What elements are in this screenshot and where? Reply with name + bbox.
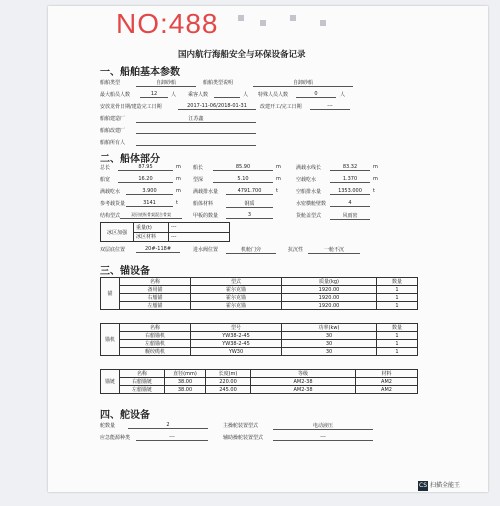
section-heading-rudder: 四、舵设备 (100, 410, 150, 421)
label: 结构型式 (100, 213, 121, 219)
ice-strengthening-table (100, 222, 230, 242)
cell: 30 (282, 340, 377, 348)
cell: 1 (377, 286, 418, 294)
redacted-mark (290, 15, 296, 21)
unit: m (176, 164, 181, 170)
table-header: 功率(kw) (282, 324, 377, 332)
ice-row-label: 重量(t) (134, 223, 169, 233)
document-page (48, 6, 488, 492)
cell: 30 (282, 348, 377, 356)
ice-row-value: --- (169, 223, 230, 233)
value: 自卸砂船 (253, 79, 353, 87)
table-header: 长度(m) (206, 370, 251, 378)
table-header: 直径(mm) (165, 370, 206, 378)
table-row (101, 340, 418, 348)
cell: 245.00 (206, 386, 251, 394)
cell: AM2-38 (251, 386, 356, 394)
table-header: 等级 (251, 370, 356, 378)
label: 特殊人员人数 (258, 92, 289, 98)
cell: 38.00 (165, 386, 206, 394)
label: 船舶建造厂 (100, 116, 126, 122)
unit: 人 (243, 92, 249, 98)
section-heading-anchor: 三、锚设备 (100, 266, 150, 277)
value (214, 91, 240, 98)
table-row (101, 348, 418, 356)
label: 参考载货量 (100, 201, 126, 207)
label: 空载吃水 (296, 177, 317, 183)
camscanner-icon: CS (419, 481, 427, 489)
value: 1.370 (330, 176, 370, 183)
unit: t (176, 200, 178, 206)
table-row (101, 286, 418, 294)
value: 85.90 (213, 164, 273, 171)
table-header: 名称 (120, 324, 191, 332)
value: --- (310, 103, 350, 110)
anchor-label: 锚 (101, 278, 120, 310)
redacted-mark (320, 20, 326, 26)
label: 总长 (100, 165, 111, 171)
value: 2 (128, 422, 208, 429)
cell: 38.00 (165, 378, 206, 386)
value: 1353.000 (330, 188, 370, 195)
section-heading-hull: 二、船体部分 (100, 154, 160, 165)
cell: 霍尔克锚 (191, 294, 282, 302)
value: 钢质 (226, 200, 273, 208)
value: --- (136, 434, 208, 441)
value (136, 139, 256, 146)
cell: 1 (377, 340, 418, 348)
cell: AM2 (356, 378, 418, 386)
document-number-stamp: NO:488 (116, 8, 219, 39)
value: 16.20 (118, 176, 173, 183)
table-header: 名称 (120, 370, 165, 378)
label: 最大船员人数 (100, 92, 131, 98)
anchor-chain-table (100, 369, 418, 394)
value: 20#-118# (136, 246, 180, 253)
label: 船舶所有人 (100, 140, 126, 146)
ice-row-label: 冰区材料 (134, 232, 169, 242)
cell: 1 (377, 348, 418, 356)
value: 风雨密 (330, 212, 370, 220)
label: 双层底位置 (100, 247, 126, 253)
cell: 1920.00 (282, 294, 377, 302)
table-row (101, 386, 418, 394)
cell: 右艏锚机 (120, 332, 191, 340)
unit: m (276, 164, 281, 170)
label: 安放龙骨日期/建造完工日期 (100, 104, 162, 110)
unit: t (276, 188, 278, 194)
ice-row-value: --- (169, 232, 230, 242)
cell: 霍尔克锚 (191, 286, 282, 294)
cell: AM2-38 (251, 378, 356, 386)
value: --- (273, 434, 373, 441)
redacted-mark (238, 15, 244, 21)
table-row (101, 378, 418, 386)
windlass-table (100, 323, 418, 356)
windlass-label: 锚机 (101, 324, 120, 356)
label: 抗沉性 (288, 247, 304, 253)
anchor-table (100, 277, 418, 310)
table-header: 数量 (377, 324, 418, 332)
cell: 左艏锚机 (120, 340, 191, 348)
unit: m (276, 176, 281, 182)
chain-label: 锚链 (101, 370, 120, 394)
value: 5.10 (213, 176, 273, 183)
cell: 右艏锚 (120, 294, 191, 302)
table-header: 型式 (191, 278, 282, 286)
label: 满载排水量 (193, 189, 219, 195)
cell: 1920.00 (282, 286, 377, 294)
table-header: 数量 (377, 278, 418, 286)
label: 船舶类型说明 (203, 80, 234, 86)
label: 应急能源种类 (100, 435, 131, 441)
value: 3 (226, 212, 273, 219)
cell: 1 (377, 302, 418, 310)
cell: YW38-2-45 (191, 332, 282, 340)
cell: YW30 (191, 348, 282, 356)
value: 4791.700 (226, 188, 273, 195)
cell: 1920.00 (282, 302, 377, 310)
page-title: 国内航行海船安全与环保设备记录 (178, 50, 306, 60)
label: 船舶类型 (100, 80, 121, 86)
value (136, 127, 256, 134)
value: 83.32 (330, 164, 370, 171)
cell: 艉绞缆机 (120, 348, 191, 356)
value: 一舱不沉 (308, 246, 360, 254)
cell: 1 (377, 294, 418, 302)
table-header: 名称 (120, 278, 191, 286)
cell: YW38-2-45 (191, 340, 282, 348)
cell: 30 (282, 332, 377, 340)
table-header: 型号 (191, 324, 282, 332)
label: 船长 (193, 165, 204, 171)
label: 船宽 (100, 177, 111, 183)
label: 乘客人数 (188, 92, 209, 98)
value: 3141 (126, 200, 173, 207)
table-row (101, 302, 418, 310)
cell: 右艏锚链 (120, 378, 165, 386)
redacted-mark (260, 20, 266, 26)
unit: m (176, 176, 181, 182)
watermark-text: 扫描全能王 (430, 482, 461, 489)
cell: 备用锚 (120, 286, 191, 294)
label: 满载吃水 (100, 189, 121, 195)
label: 主操舵装置型式 (223, 423, 259, 429)
label: 进水阀位置 (193, 247, 219, 253)
cell: 1 (377, 332, 418, 340)
cell: AM2 (356, 386, 418, 394)
label: 舵数量 (100, 423, 116, 429)
unit: m (373, 176, 378, 182)
section-heading-basic: 一、船舶基本参数 (100, 67, 180, 78)
table-header: 材料 (356, 370, 418, 378)
value: 电动液压 (273, 422, 373, 430)
label: 船体材料 (193, 201, 214, 207)
label: 货舱盖型式 (296, 213, 322, 219)
label: 甲板的数量 (193, 213, 219, 219)
unit: m (373, 164, 378, 170)
cell: 220.00 (206, 378, 251, 386)
label: 空船排水量 (296, 189, 322, 195)
cell: 左艏锚 (120, 302, 191, 310)
cell: 左艏锚链 (120, 386, 165, 394)
value: 江苏鑫 (136, 115, 256, 123)
value: 87.95 (118, 164, 173, 171)
table-row (101, 294, 418, 302)
unit: 人 (171, 92, 177, 98)
label: 船舶改建厂 (100, 128, 126, 134)
scanner-watermark (418, 480, 472, 492)
label: 型深 (193, 177, 204, 183)
label: 辅助操舵装置型式 (223, 435, 264, 441)
unit: m (176, 188, 181, 194)
table-header: 质量(kg) (282, 278, 377, 286)
label: 水密横舱壁数 (296, 201, 327, 207)
unit: t (373, 188, 375, 194)
unit: 人 (340, 92, 346, 98)
label: 满载水线长 (296, 165, 322, 171)
label: 改建开工/完工日期 (260, 104, 302, 110)
table-row (101, 332, 418, 340)
value: 2017-11-06/2018-01-31 (178, 103, 256, 110)
value: 4 (330, 200, 370, 207)
value: 机舱门旁 (226, 246, 276, 254)
value: 双层底纵骨架混合骨架 (120, 212, 182, 219)
ice-label: 冰区加强 (101, 223, 134, 242)
value: 0 (296, 91, 336, 98)
value: 12 (140, 91, 168, 98)
cell: 霍尔克锚 (191, 302, 282, 310)
value: 自卸砂船 (136, 79, 196, 87)
value: 3.900 (126, 188, 173, 195)
